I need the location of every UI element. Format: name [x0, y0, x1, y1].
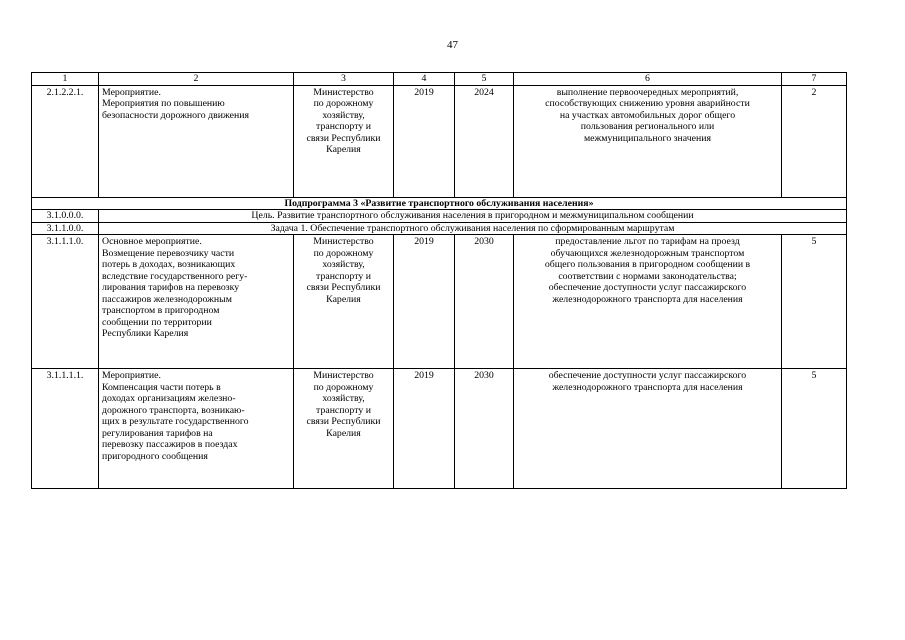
subprogram-row	[32, 197, 847, 210]
subprogram-title: Подпрограмма 3 «Развитие транспортного обслуживания населения»	[32, 197, 847, 210]
column-header: 3	[294, 73, 394, 86]
row-result: обеспечение доступности услуг пассажирского железнодорожного транспорта для населения	[514, 369, 782, 489]
column-header: 2	[99, 73, 294, 86]
row-name: Мероприятие. Компенсация части потерь в доходах организациям железно- дорожного транспорта, возникаю- щих в результате государственного регулирования тарифов на перевозку пассажиров в поездах пригородного сообщения	[99, 369, 294, 489]
row-indicator: 2	[782, 85, 847, 197]
table-row	[32, 85, 847, 197]
row-code: 3.1.1.1.0.	[32, 235, 99, 369]
table-row	[32, 369, 847, 489]
row-end-year: 2030	[455, 235, 514, 369]
column-header: 5	[455, 73, 514, 86]
row-executor: Министерство по дорожному хозяйству, транспорту и связи Республики Карелия	[294, 235, 394, 369]
row-end-year: 2024	[455, 85, 514, 197]
row-end-year: 2030	[455, 369, 514, 489]
task-code: 3.1.1.0.0.	[32, 222, 99, 235]
row-executor: Министерство по дорожному хозяйству, транспорту и связи Республики Карелия	[294, 85, 394, 197]
column-number-row	[32, 73, 847, 86]
column-header: 1	[32, 73, 99, 86]
column-header: 7	[782, 73, 847, 86]
row-code: 2.1.2.2.1.	[32, 85, 99, 197]
goal-code: 3.1.0.0.0.	[32, 210, 99, 223]
column-header: 4	[394, 73, 455, 86]
task-row	[32, 222, 847, 235]
row-indicator: 5	[782, 235, 847, 369]
row-start-year: 2019	[394, 235, 455, 369]
row-start-year: 2019	[394, 85, 455, 197]
page-number: 47	[447, 39, 458, 51]
program-table	[31, 72, 847, 489]
row-name: Основное мероприятие. Возмещение перевозчику части потерь в доходах, возникающих вследствие государственного регу- лирования тарифов на перевозку пассажиров железнодорожным транспортом в пригородном сообщении по территории Республики Карелия	[99, 235, 294, 369]
row-indicator: 5	[782, 369, 847, 489]
task-text: Задача 1. Обеспечение транспортного обслуживания населения по сформированным маршрутам	[99, 222, 847, 235]
row-name: Мероприятие. Мероприятия по повышению безопасности дорожного движения	[99, 85, 294, 197]
row-executor: Министерство по дорожному хозяйству, транспорту и связи Республики Карелия	[294, 369, 394, 489]
goal-row	[32, 210, 847, 223]
row-result: предоставление льгот по тарифам на проезд обучающихся железнодорожным транспортом общего пользования в пригородном сообщении в соответствии с нормами законодательства; обеспечение доступности услуг пассажирского железнодорожного транспорта для населения	[514, 235, 782, 369]
row-code: 3.1.1.1.1.	[32, 369, 99, 489]
goal-text: Цель. Развитие транспортного обслуживания населения в пригородном и межмуниципальном сообщении	[99, 210, 847, 223]
column-header: 6	[514, 73, 782, 86]
row-start-year: 2019	[394, 369, 455, 489]
table-row	[32, 235, 847, 369]
row-result: выполнение первоочередных мероприятий, способствующих снижению уровня аварийности на участках автомобильных дорог общего пользования регионального или межмуниципального значения	[514, 85, 782, 197]
